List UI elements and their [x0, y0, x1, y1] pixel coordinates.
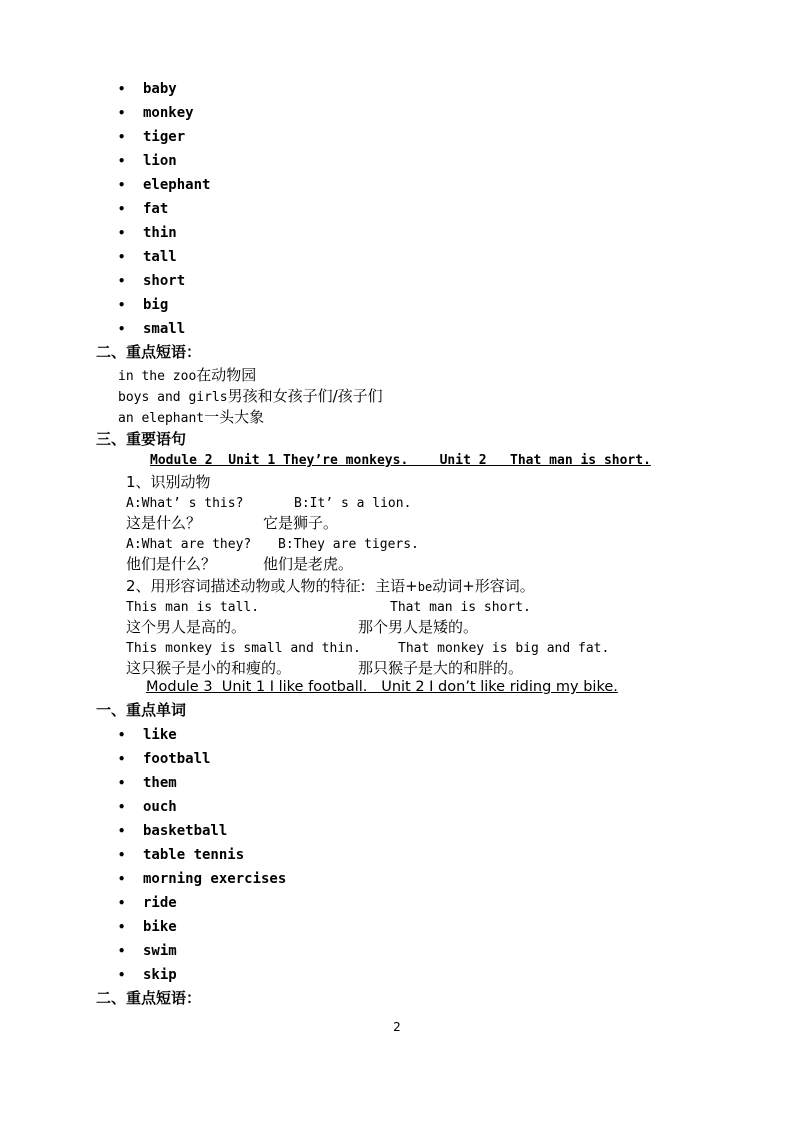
bullet-icon: • [118, 896, 126, 910]
example-4-zh: 那只猴子是大的和胖的。 [358, 659, 524, 677]
bullet-icon: • [118, 154, 126, 168]
list-item: • tall [118, 249, 177, 265]
bullet-icon: • [118, 968, 126, 982]
list-item: • thin [118, 225, 177, 241]
dialogue-question-2-zh: 他们是什么？ [126, 555, 217, 573]
list-item: • skip [118, 967, 177, 983]
bullet-icon: • [118, 130, 126, 144]
list-item: • fat [118, 201, 169, 217]
bullet-icon: • [118, 106, 126, 120]
list-item: • big [118, 297, 169, 313]
bullet-icon: • [118, 322, 126, 336]
dialogue-answer-2: B:They are tigers. [278, 537, 419, 552]
list-item: • basketball [118, 823, 228, 839]
list-item: • bike [118, 919, 177, 935]
module-2-title: Module 2 Unit 1 They’re monkeys. Unit 2 That man is short. [150, 453, 651, 468]
example-2-zh: 那个男人是矮的。 [358, 618, 479, 636]
dialogue-answer-1-zh: 它是狮子。 [263, 514, 339, 532]
dialogue-question-1-zh: 这是什么？ [126, 514, 202, 532]
list-item: • swim [118, 943, 177, 959]
list-item: • lion [118, 153, 177, 169]
bullet-icon: • [118, 728, 126, 742]
bullet-icon: • [118, 250, 126, 264]
example-1-zh: 这个男人是高的。 [126, 618, 247, 636]
item-1-title: 1、识别动物 [126, 473, 211, 491]
bullet-icon: • [118, 274, 126, 288]
list-item: • baby [118, 81, 177, 97]
list-item: • like [118, 727, 177, 743]
list-item: • small [118, 321, 186, 337]
bullet-icon: • [118, 202, 126, 216]
bullet-icon: • [118, 178, 126, 192]
list-item: • football [118, 751, 211, 767]
list-item: • morning exercises [118, 871, 287, 887]
section-heading-phrases-2: 二、重点短语： [96, 989, 202, 1007]
list-item: • short [118, 273, 186, 289]
section-heading-words: 一、重点单词 [96, 701, 187, 719]
bullet-icon: • [118, 82, 126, 96]
dialogue-answer-1: B:It’ s a lion. [294, 496, 412, 511]
section-heading-phrases: 二、重点短语： [96, 343, 202, 361]
bullet-icon: • [118, 944, 126, 958]
list-item: • ouch [118, 799, 177, 815]
bullet-icon: • [118, 824, 126, 838]
section-heading-sentences: 三、重要语句 [96, 430, 187, 448]
example-3-zh: 这只猴子是小的和瘦的。 [126, 659, 292, 677]
phrase-row: in the zoo在动物园 [118, 366, 257, 384]
list-item: • monkey [118, 105, 194, 121]
phrase-row: boys and girls男孩和女孩子们/孩子们 [118, 387, 383, 405]
bullet-icon: • [118, 298, 126, 312]
dialogue-question-1: A:What’ s this? [126, 496, 244, 511]
phrase-row: an elephant一头大象 [118, 408, 265, 426]
module-3-title: Module 3 Unit 1 I like football. Unit 2 I don’t like riding my bike. [146, 679, 618, 695]
example-2: That man is short. [390, 600, 531, 615]
dialogue-answer-2-zh: 他们是老虎。 [263, 555, 354, 573]
list-item: • them [118, 775, 177, 791]
list-item: • elephant [118, 177, 211, 193]
bullet-icon: • [118, 752, 126, 766]
bullet-icon: • [118, 872, 126, 886]
bullet-icon: • [118, 848, 126, 862]
bullet-icon: • [118, 920, 126, 934]
item-2-title: 2、用形容词描述动物或人物的特征: 主语+be动词+形容词。 [126, 577, 535, 595]
example-3: This monkey is small and thin. [126, 641, 361, 656]
example-1: This man is tall. [126, 600, 260, 615]
bullet-icon: • [118, 226, 126, 240]
list-item: • ride [118, 895, 177, 911]
list-item: • tiger [118, 129, 186, 145]
page-number: 2 [393, 1020, 401, 1034]
example-4: That monkey is big and fat. [398, 641, 610, 656]
bullet-icon: • [118, 776, 126, 790]
bullet-icon: • [118, 800, 126, 814]
dialogue-question-2: A:What are they? [126, 537, 252, 552]
list-item: • table tennis [118, 847, 245, 863]
